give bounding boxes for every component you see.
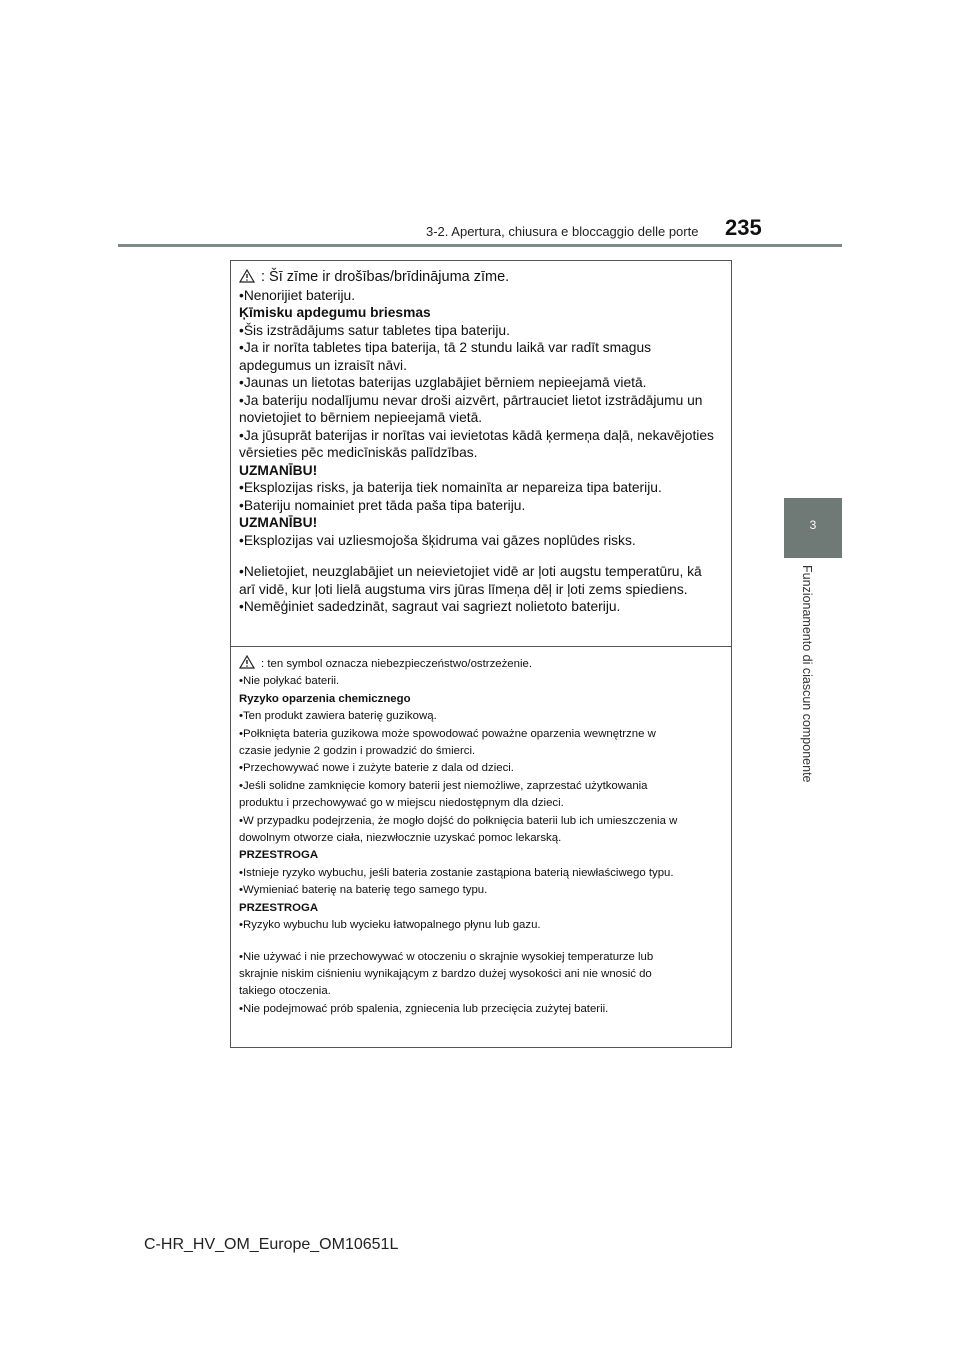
spacer	[239, 549, 723, 563]
chapter-title: Funzionamento di ciascun componente	[800, 565, 814, 783]
chapter-number: 3	[809, 518, 817, 532]
warning-line: •Połknięta bateria guzikowa może spowodować poważne oparzenia wewnętrzne w	[239, 727, 656, 740]
warning-line: takiego otoczenia.	[239, 985, 331, 998]
warning-line: •Nie używać i nie przechowywać w otoczeniu o skrajnie wysokiej temperaturze lub	[239, 950, 654, 963]
warning-heading: UZMANĪBU!	[239, 515, 318, 530]
warning-line: •Ten produkt zawiera baterię guzikową.	[239, 710, 437, 723]
warning-line: novietojiet to bērniem nepieejamā vietā.	[239, 410, 483, 425]
chapter-tab	[784, 498, 842, 558]
warning-line: produktu i przechowywać go w miejscu niedostępnym dla dzieci.	[239, 797, 564, 810]
polish-warning-box	[230, 646, 732, 1048]
warning-line: •Jeśli solidne zamknięcie komory baterii jest niemożliwe, zaprzestać użytkowania	[239, 779, 648, 792]
warning-line: •Wymieniać baterię na baterię tego samego typu.	[239, 884, 488, 897]
warning-line: •Ja jūsuprāt baterijas ir norītas vai ievietotas kādā ķermeņa daļā, nekavējoties	[239, 427, 714, 443]
warning-line: •Eksplozijas risks, ja baterija tiek nomainīta ar nepareiza tipa bateriju.	[239, 480, 662, 495]
warning-heading: Ķīmisku apdegumu briesmas	[239, 305, 431, 320]
warning-line: vērsieties pēc medicīniskās palīdzības.	[239, 445, 478, 460]
page-header	[0, 0, 960, 250]
warning-triangle-icon	[239, 655, 255, 669]
warning-heading: PRZESTROGA	[239, 849, 319, 862]
warning-line: •Nie połykać baterii.	[239, 675, 340, 688]
warning-line: •Bateriju nomainiet pret tāda paša tipa bateriju.	[239, 497, 526, 513]
warning-heading: UZMANĪBU!	[239, 462, 318, 478]
warning-line: skrajnie niskim ciśnieniu wynikającym z bardzo dużej wysokości ani nie wnosić do	[239, 967, 652, 980]
warning-line: •Nelietojiet, neuzglabājiet un neievietojiet vidē ar ļoti augstu temperatūru, kā	[239, 564, 702, 579]
chapter-side-label	[800, 565, 826, 825]
warning-line: •Nenorijiet bateriju.	[239, 287, 356, 303]
warning-line: dowolnym otworze ciała, niezwłocznie uzyskać pomoc lekarską.	[239, 832, 562, 845]
warning-line: •Przechowywać nowe i zużyte baterie z dala od dzieci.	[239, 762, 514, 775]
warning-line: : ten symbol oznacza niebezpieczeństwo/ostrzeżenie.	[239, 655, 723, 673]
warning-line: •Istnieje ryzyko wybuchu, jeśli bateria zostanie zastąpiona baterią niewłaściwego typu.	[239, 866, 674, 879]
warning-line: apdegumus un izraisīt nāvi.	[239, 357, 407, 373]
latvian-warning-box	[230, 260, 732, 648]
warning-line: •Šis izstrādājums satur tabletes tipa bateriju.	[239, 322, 510, 338]
spacer	[239, 935, 723, 949]
warning-line: arī vidē, kur ļoti lielā augstuma virs jūras līmeņa dēļ ir ļoti zems spiediens.	[239, 581, 688, 597]
warning-line: •Nemēģiniet sadedzināt, sagraut vai sagriezt nolietoto bateriju.	[239, 599, 621, 614]
warning-heading: PRZESTROGA	[239, 901, 319, 914]
warning-line: czasie jedynie 2 godzin i prowadzić do śmierci.	[239, 745, 476, 758]
document-id: C-HR_HV_OM_Europe_OM10651L	[144, 1236, 399, 1253]
warning-line: •Ryzyko wybuchu lub wycieku łatwopalnego płynu lub gazu.	[239, 919, 541, 932]
warning-line: •Nie podejmować prób spalenia, zgniecenia lub przecięcia zużytej baterii.	[239, 1002, 609, 1015]
warning-heading: Ryzyko oparzenia chemicznego	[239, 692, 411, 705]
header-rule	[118, 244, 842, 247]
section-title: 3-2. Apertura, chiusura e bloccaggio delle porte	[426, 224, 699, 239]
warning-line: •Eksplozijas vai uzliesmojoša šķidruma vai gāzes noplūdes risks.	[239, 532, 636, 548]
warning-line: •W przypadku podejrzenia, że mogło dojść do połknięcia baterii lub ich umieszczenia w	[239, 814, 678, 827]
warning-line: •Ja bateriju nodalījumu nevar droši aizvērt, pārtrauciet lietot izstrādājumu un	[239, 392, 703, 408]
warning-triangle-icon	[239, 269, 255, 283]
warning-line: •Jaunas un lietotas baterijas uzglabājiet bērniem nepieejamā vietā.	[239, 375, 647, 390]
page-number: 235	[725, 215, 762, 240]
warning-line: •Ja ir norīta tabletes tipa baterija, tā 2 stundu laikā var radīt smagus	[239, 340, 652, 355]
warning-line: : Šī zīme ir drošības/brīdinājuma zīme.	[239, 269, 723, 287]
